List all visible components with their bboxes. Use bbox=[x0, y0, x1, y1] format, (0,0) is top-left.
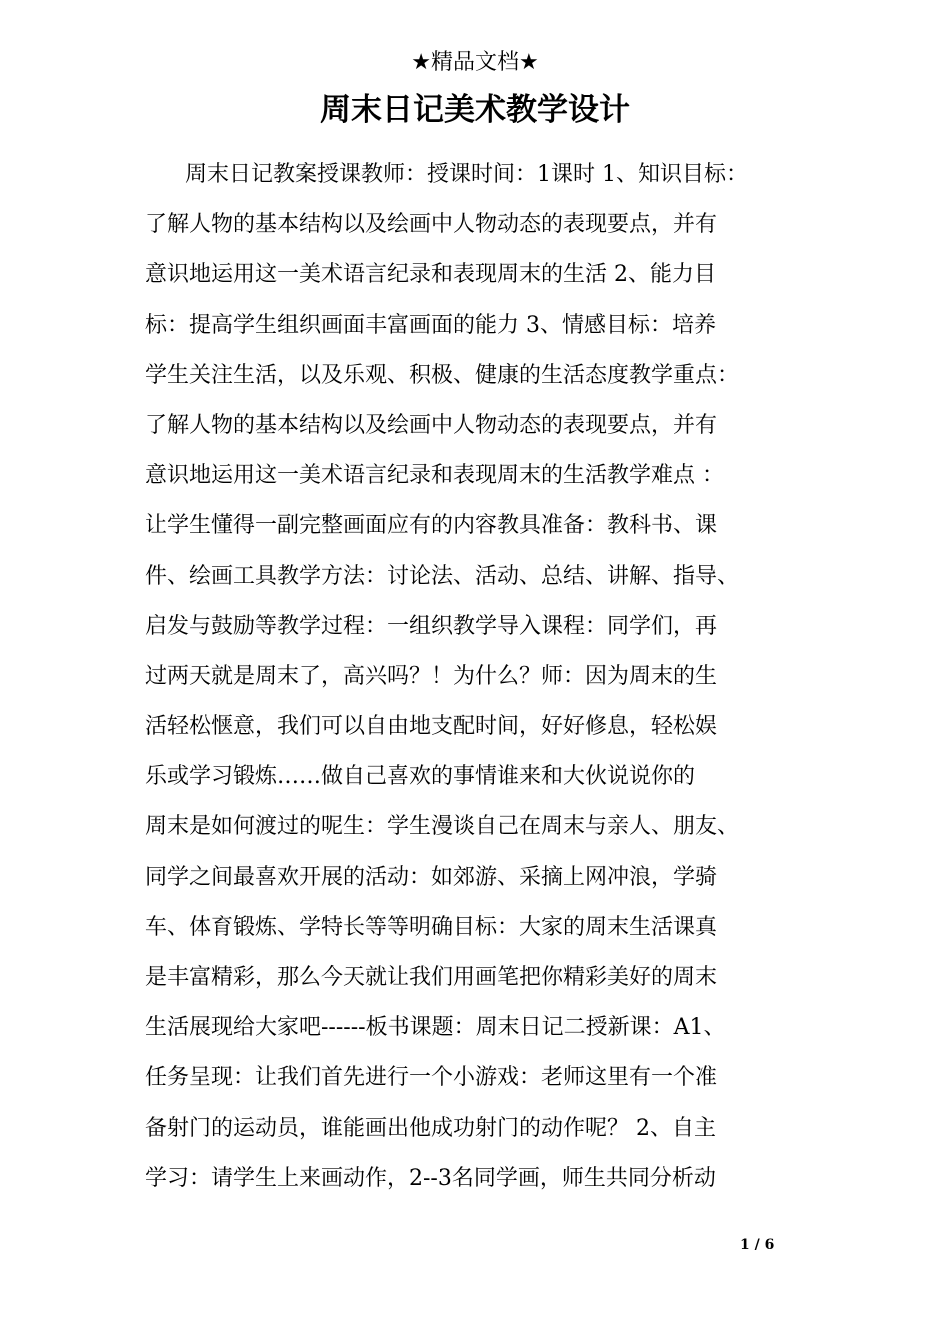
body-line: 让学生懂得一副完整画面应有的内容教具准备：教科书、课 bbox=[145, 513, 718, 539]
body-line: 任务呈现：让我们首先进行一个小游戏：老师这里有一个准 bbox=[145, 1065, 718, 1091]
body-line: 了解人物的基本结构以及绘画中人物动态的表现要点，并有 bbox=[145, 212, 718, 238]
header-banner: ★精品文档★ bbox=[411, 50, 539, 75]
body-line: 周末日记教案授课教师：授课时间：1课时 1、知识目标： bbox=[185, 162, 748, 187]
body-line: 是丰富精彩，那么今天就让我们用画笔把你精彩美好的周末 bbox=[145, 965, 718, 990]
body-line: 启发与鼓励等教学过程：一组织教学导入课程：同学们，再 bbox=[145, 613, 718, 639]
body-line: 意识地运用这一美术语言纪录和表现周末的生活教学难点 ： bbox=[145, 463, 724, 489]
body-line: 学习：请学生上来画动作，2--3名同学画，师生共同分析动 bbox=[145, 1165, 716, 1191]
body-line: 过两天就是周末了，高兴吗？！为什么？师：因为周末的生 bbox=[145, 663, 718, 689]
body-line: 学生关注生活，以及乐观、积极、健康的生活态度教学重点： bbox=[145, 362, 740, 388]
body-line: 件、绘画工具教学方法：讨论法、活动、总结、讲解、指导、 bbox=[145, 563, 740, 589]
body-line: 乐或学习锻炼……做自己喜欢的事情谁来和大伙说说你的 bbox=[145, 764, 696, 790]
body-text bbox=[145, 150, 825, 1204]
body-line: 生活展现给大家吧------板书课题：周末日记二授新课：A1、 bbox=[145, 1015, 726, 1041]
body-line: 周末是如何渡过的呢生：学生漫谈自己在周末与亲人、朋友、 bbox=[145, 814, 740, 840]
body-line: 标：提高学生组织画面丰富画面的能力 3、情感目标：培养 bbox=[145, 312, 716, 338]
document-title: 周末日记美术教学设计 bbox=[320, 92, 630, 128]
body-line: 活轻松惬意，我们可以自由地支配时间，好好修息，轻松娱 bbox=[145, 714, 718, 740]
body-line: 车、体育锻炼、学特长等等明确目标：大家的周末生活课真 bbox=[145, 914, 718, 940]
body-line: 了解人物的基本结构以及绘画中人物动态的表现要点，并有 bbox=[145, 412, 718, 438]
body-line: 同学之间最喜欢开展的活动：如郊游、采摘上网冲浪，学骑 bbox=[145, 864, 718, 890]
page-number: 1 / 6 bbox=[740, 1237, 775, 1253]
body-line: 意识地运用这一美术语言纪录和表现周末的生活 2、能力目 bbox=[145, 262, 716, 288]
body-line: 备射门的运动员，谁能画出他成功射门的动作呢？ 2、自主 bbox=[145, 1115, 716, 1141]
